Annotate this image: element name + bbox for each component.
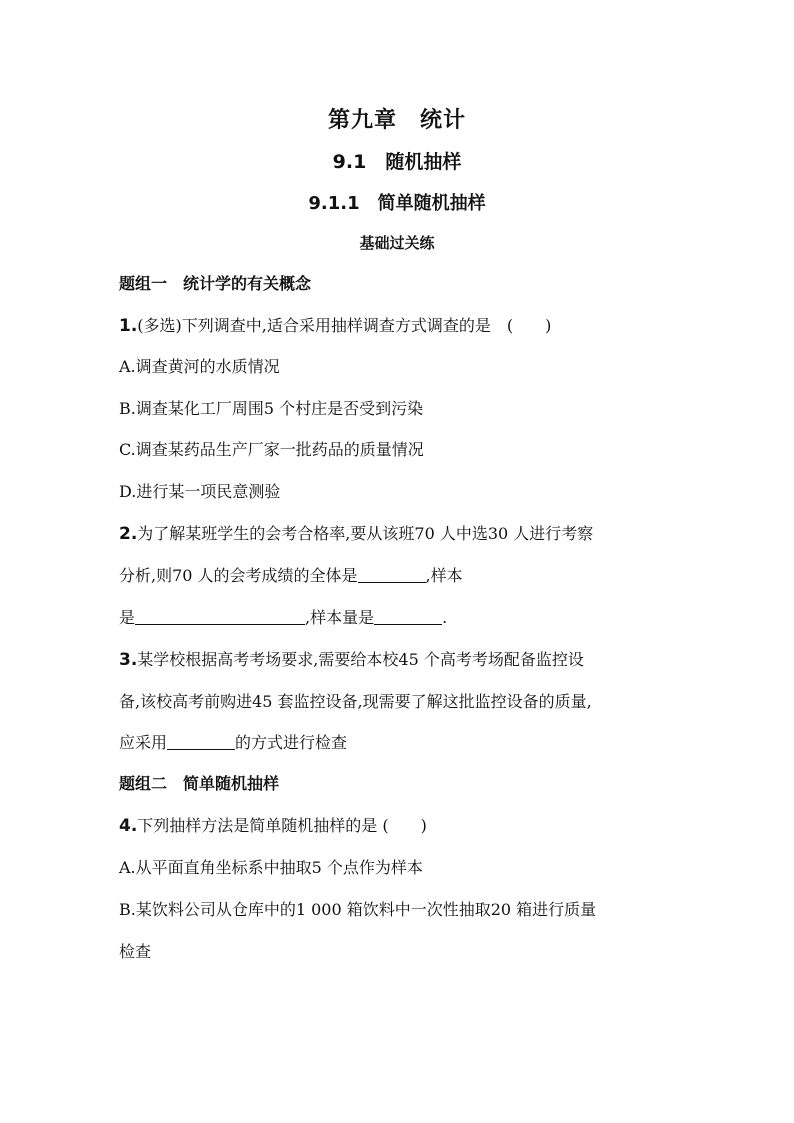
option-4a: A.从平面直角坐标系中抽取5 个点作为样本 <box>119 858 423 877</box>
chapter-title: 第九章 统计 <box>327 108 466 133</box>
question-3-line-1 <box>119 648 679 672</box>
answer-blank-sample[interactable] <box>135 608 305 625</box>
option-1d: D.进行某一项民意测验 <box>119 482 281 501</box>
question-2-line-2 <box>119 564 679 588</box>
question-1 <box>119 314 679 338</box>
question-2-line-1 <box>119 522 679 546</box>
question-3-line-3 <box>119 731 679 755</box>
practice-heading: 基础过关练 <box>359 234 435 252</box>
question-2-line-3 <box>119 606 679 630</box>
question-text: ,样本量是 <box>305 608 375 627</box>
question-number: 1. <box>119 316 138 336</box>
option-1c: C.调查某药品生产厂家一批药品的质量情况 <box>119 440 424 459</box>
group-heading-1: 题组一 统计学的有关概念 <box>119 274 312 293</box>
subsection-title: 9.1.1 简单随机抽样 <box>308 193 486 214</box>
question-text: 是 <box>119 608 136 627</box>
question-text: 的方式进行检查 <box>235 733 348 752</box>
question-text: . <box>442 608 448 627</box>
option-1a: A.调查黄河的水质情况 <box>119 357 280 376</box>
answer-blank-method[interactable] <box>167 733 235 750</box>
option-1b: B.调查某化工厂周围5 个村庄是否受到污染 <box>119 399 424 418</box>
question-4 <box>119 814 679 838</box>
group-heading-2: 题组二 简单随机抽样 <box>119 774 280 793</box>
question-text: ,样本 <box>425 566 463 585</box>
question-number: 4. <box>119 816 138 836</box>
question-text: 应采用 <box>119 733 168 752</box>
question-text: 某学校根据高考考场要求,需要给本校45 个高考考场配备监控设 <box>137 650 584 669</box>
section-title: 9.1 随机抽样 <box>332 151 462 173</box>
option-4b-line-1: B.某饮料公司从仓库中的1 000 箱饮料中一次性抽取20 箱进行质量 <box>119 900 597 919</box>
question-stem: 下列抽样方法是简单随机抽样的是 ( ) <box>137 816 427 835</box>
answer-blank-population[interactable] <box>358 566 426 583</box>
answer-blank-sample-size[interactable] <box>374 608 442 625</box>
option-4b-line-2: 检查 <box>119 942 152 961</box>
question-number: 2. <box>119 524 138 544</box>
question-text: 分析,则70 人的会考成绩的全体是 <box>119 566 358 585</box>
question-stem: (多选)下列调查中,适合采用抽样调查方式调查的是 ( ) <box>137 316 552 335</box>
question-3-line-2: 备,该校高考前购进45 套监控设备,现需要了解这批监控设备的质量, <box>119 692 592 711</box>
question-text: 为了解某班学生的会考合格率,要从该班70 人中选30 人进行考察 <box>137 524 594 543</box>
question-number: 3. <box>119 650 138 670</box>
